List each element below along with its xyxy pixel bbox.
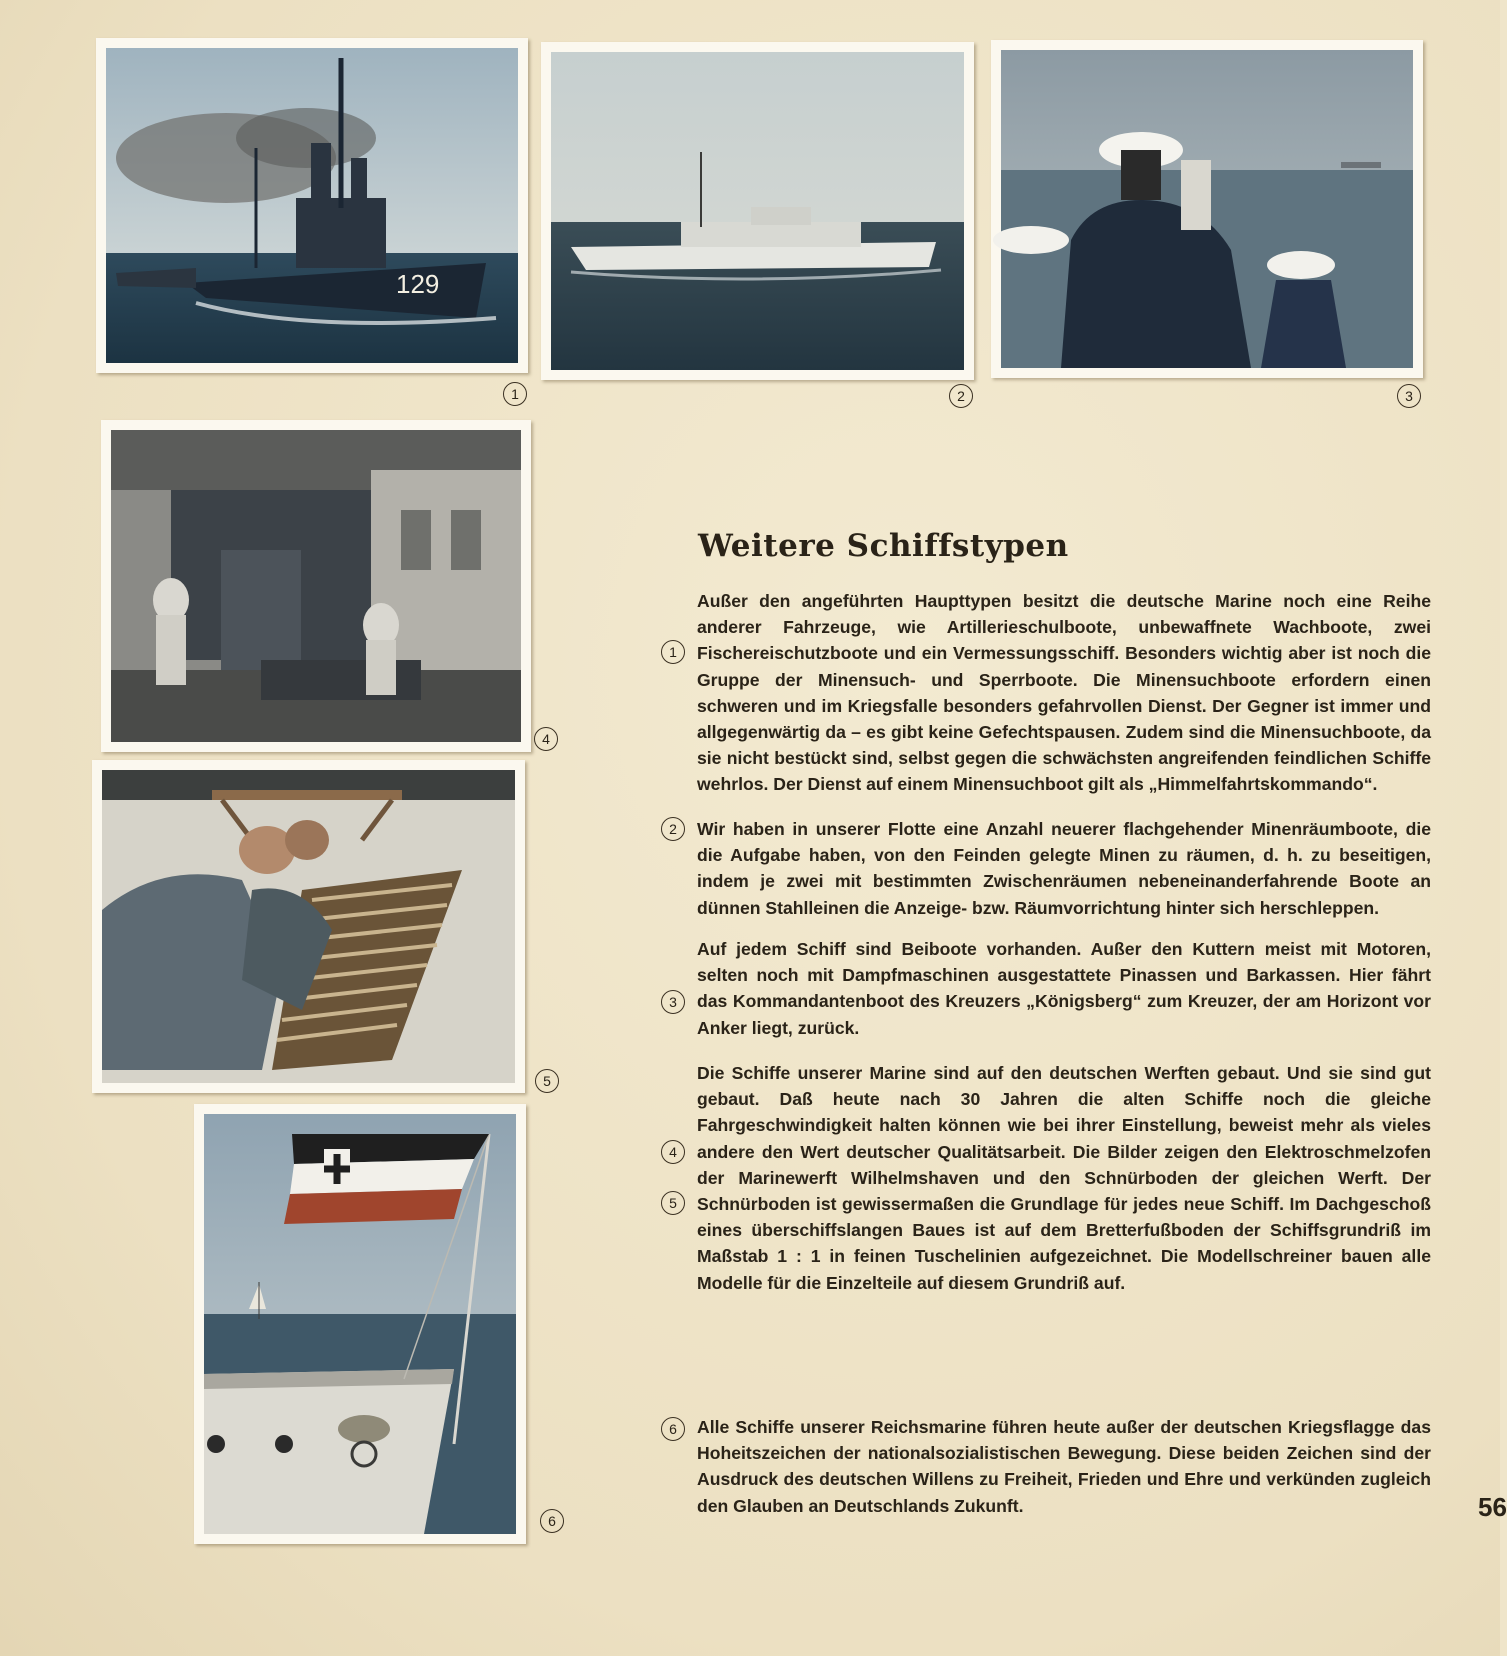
photo-commander-boat xyxy=(1001,50,1413,368)
text-marker-5: 5 xyxy=(661,1191,685,1215)
photo-number-1: 1 xyxy=(503,382,527,406)
photo-card-4 xyxy=(101,420,531,752)
photo-number-5: 5 xyxy=(535,1069,559,1093)
page-number: 56 xyxy=(1478,1492,1507,1522)
paragraph-2: Wir haben in unserer Flotte eine Anzahl neuerer flachgehender Minenräumboote, die die Aufgabe haben, von den Feinden gelegte Minen zu räumen, d. h. zu beseitigen, indem je zwei mit bestimmten Zwischenräumen nebeneinanderfahrende Boote an dünnen Stahlleinen die Anzeige- bzw. Räumvorrichtung hinter sich herschleppen. xyxy=(697,819,1431,918)
photo-card-5 xyxy=(92,760,525,1093)
section-heading: Weitere Schiffstypen xyxy=(698,528,1069,564)
photo-card-3 xyxy=(991,40,1423,378)
paragraph-3: Auf jedem Schiff sind Beiboote vorhanden. Außer den Kuttern meist mit Motoren, selten noch mit Dampfmaschinen ausgestattete Pinassen und Barkassen. Hier fährt das Kommandantenboot des Kreuzers „Königsberg“ zum Kreuzer, der am Horizont vor Anker liegt, zurück. xyxy=(697,939,1431,1038)
photo-number-3: 3 xyxy=(1397,384,1421,408)
photo-card-1 xyxy=(96,38,528,373)
text-marker-2: 2 xyxy=(661,817,685,841)
photo-mould-loft xyxy=(102,770,515,1083)
photo-ship-bow-flag xyxy=(204,1114,516,1534)
text-marker-6: 6 xyxy=(661,1417,685,1441)
paragraph-1: Außer den angeführten Haupttypen besitzt die deutsche Marine noch eine Reihe anderer Fahrzeuge, wie Artillerieschulboote, unbewaffnete Wachboote, zwei Fischereischutzboote und ein Vermessungsschiff. Besonders wichtig aber ist noch die Gruppe der Minensuch- und Sperrboote. Die Minensuchboote erfordern einen schweren und im Kriegsfalle besonders gefahrvollen Dienst. Der Gegner ist immer und allgegenwärtig da – es gibt keine Gefechtspausen. Zudem sind die Minensuchboote, da sie nicht bestückt sind, selbst gegen die schwächsten angreifenden feindlichen Schiffe wehrlos. Der Dienst auf einem Minensuchboot gilt als „Himmelfahrtskommando“. xyxy=(697,591,1431,795)
photo-minesweeper-129 xyxy=(106,48,518,363)
photo-card-2 xyxy=(541,42,974,380)
photo-card-6 xyxy=(194,1104,526,1544)
photo-number-2: 2 xyxy=(949,384,973,408)
text-marker-3: 3 xyxy=(661,990,685,1014)
hull-number: 129 xyxy=(396,269,440,299)
paragraph-4: Die Schiffe unserer Marine sind auf den deutschen Werften gebaut. Und sie sind gut gebaut. Daß heute nach 30 Jahren die alten Schiffe noch die gleiche Fahrgeschwindigkeit halten können wie bei ihrer Einstellung, beweist mehr als vieles andere den Wert deutscher Qualitätsarbeit. Die Bilder zeigen den Elektroschmelzofen der Marinewerft Wilhelmshaven und den Schnürboden der gleichen Werft. Der Schnürboden ist gewissermaßen die Grundlage für jedes neue Schiff. Im Dachgeschoß eines überschiffslangen Baues ist auf dem Bretterfußboden der Schiffsgrundriß im Maßstab 1 : 1 in feinen Tuschelinien aufgezeichnet. Die Modellschreiner bauen alle Modelle für die Einzelteile auf diesem Grundriß auf. xyxy=(697,1063,1431,1293)
text-marker-1: 1 xyxy=(661,640,685,664)
text-marker-4: 4 xyxy=(661,1140,685,1164)
photo-minesweeping-boat xyxy=(551,52,964,370)
photo-electric-furnace xyxy=(111,430,521,742)
photo-number-6: 6 xyxy=(540,1509,564,1533)
paragraph-5: Alle Schiffe unserer Reichsmarine führen heute außer der deutschen Kriegsflagge das Hoheitszeichen der nationalsozialistischen Bewegung. Diese beiden Zeichen sind der Ausdruck des deutschen Willens zu Freiheit, Frieden und Ehre und verkünden zugleich den Glauben an Deutschlands Zukunft. xyxy=(697,1417,1431,1516)
photo-number-4: 4 xyxy=(534,727,558,751)
